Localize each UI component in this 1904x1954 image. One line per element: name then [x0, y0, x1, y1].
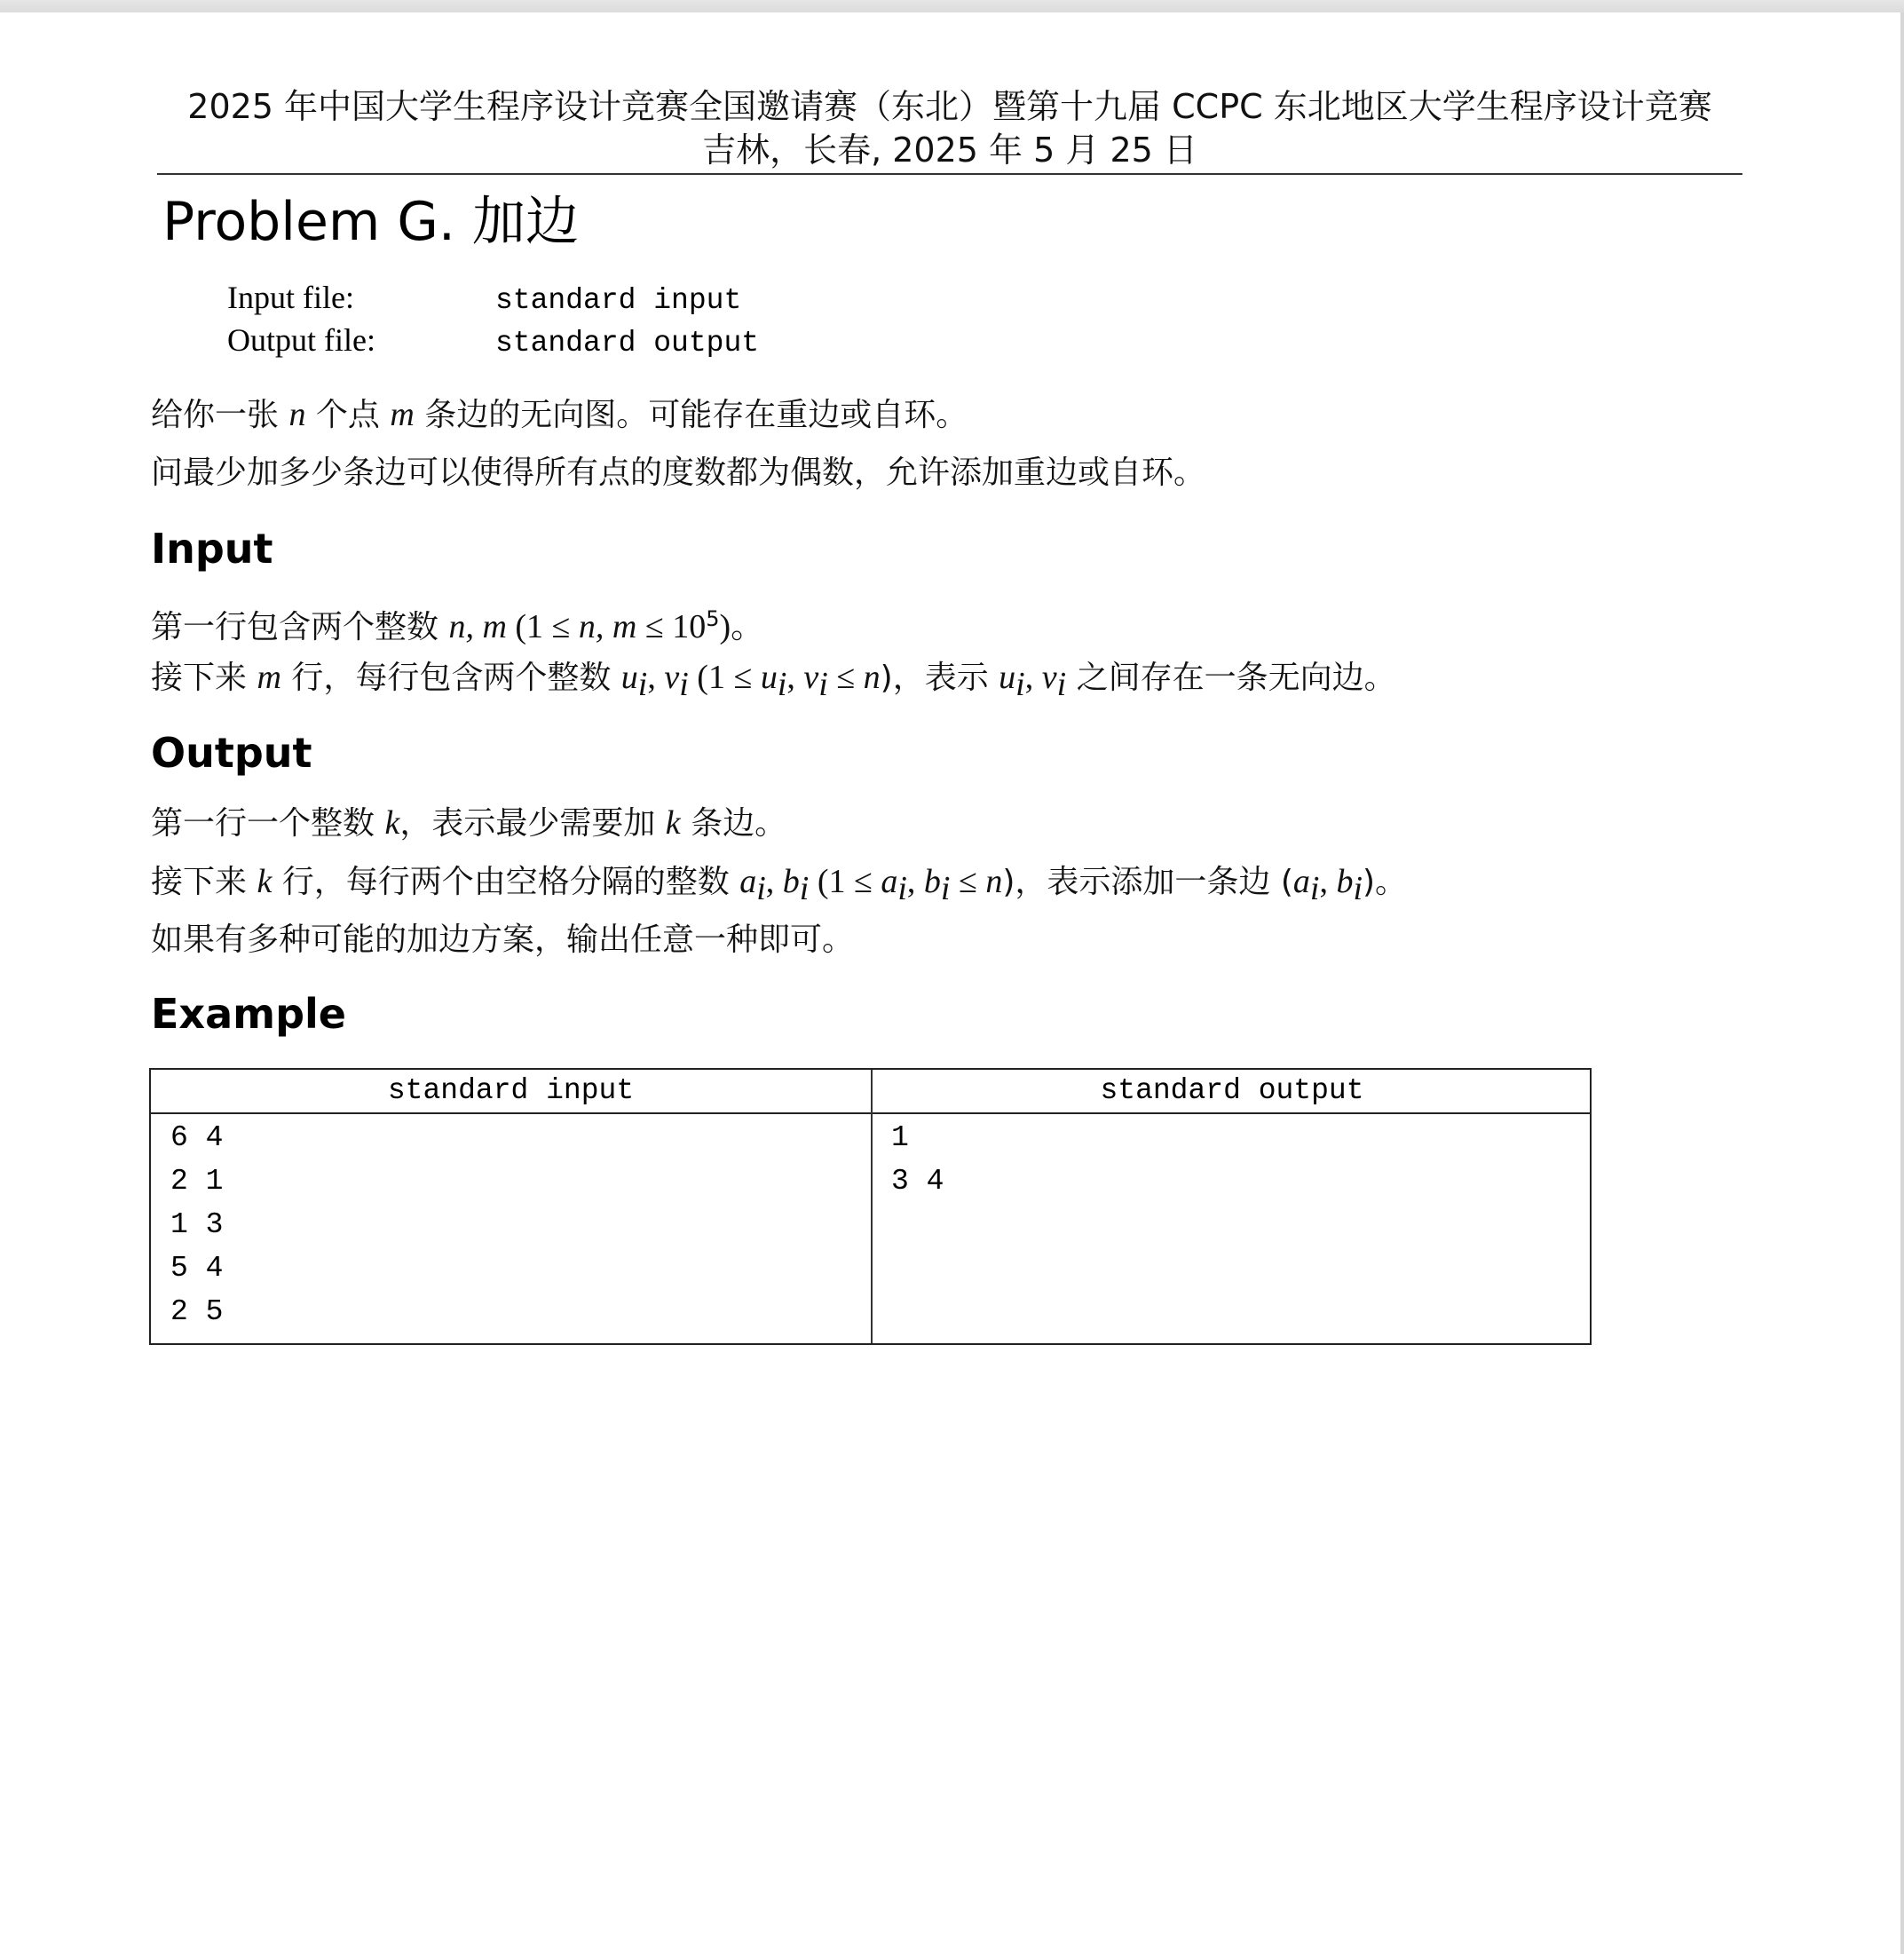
- statement-paragraph-2: 问最少加多少条边可以使得所有点的度数都为偶数，允许添加重边或自环。: [151, 455, 1206, 491]
- input-file-label: Input file:: [227, 280, 354, 315]
- output-line-3: 如果有多种可能的加边方案，输出任意一种即可。: [151, 922, 855, 958]
- math-k: k: [384, 804, 400, 842]
- contest-header-location-date: 吉林，长春, 2025 年 5 月 25 日: [702, 131, 1197, 170]
- text: 行，每行包含两个整数: [280, 660, 621, 696]
- example-header-output: standard output: [1100, 1074, 1364, 1107]
- math-a: a: [881, 863, 898, 900]
- math-a: a: [739, 863, 757, 900]
- math-range-open: (1 ≤: [506, 608, 579, 645]
- math-v: v: [664, 659, 680, 696]
- math-sub: i: [756, 870, 766, 908]
- input-line-2: 接下来 m 行，每行包含两个整数 $u_i$, $v_i$ ($1 \le u_i$, $v_i \le n$)，表示 $u_i$, $v_i$ 之间存在一条无向边。: [151, 659, 1396, 704]
- example-input-cell: [170, 1114, 223, 1333]
- math-sub: i: [940, 870, 951, 908]
- example-input-line: 6 4: [170, 1121, 224, 1154]
- text: 给你一张: [151, 397, 289, 433]
- math-le: ≤: [827, 659, 864, 696]
- text: 之间存在一条无向边。: [1066, 660, 1396, 696]
- math-b: b: [923, 863, 941, 900]
- example-input-line: 2 1: [170, 1165, 224, 1198]
- viewer-scrollbar[interactable]: [1900, 12, 1904, 1954]
- text: )，表示: [880, 660, 999, 696]
- output-line-1: [151, 803, 786, 844]
- math-range-close: )。: [719, 608, 765, 645]
- math-vars: n, m: [578, 608, 637, 645]
- math-b: b: [782, 863, 800, 900]
- math-sub: i: [818, 666, 828, 704]
- output-file-row: [227, 320, 759, 364]
- viewer-top-bar: [0, 0, 1904, 12]
- math-u: u: [999, 659, 1016, 696]
- math-m: m: [257, 659, 281, 696]
- math-sub: i: [1056, 666, 1067, 704]
- text: )，表示添加一条边 (: [1002, 864, 1293, 900]
- math-u: u: [760, 659, 778, 696]
- math-k: k: [257, 863, 273, 900]
- text: 接下来: [151, 660, 257, 696]
- text: )。: [1363, 864, 1408, 900]
- output-file-label: Output file:: [227, 322, 375, 358]
- input-file-row: [227, 277, 741, 321]
- example-output-line: 3 4: [891, 1165, 944, 1198]
- math-v: v: [803, 659, 819, 696]
- example-heading: Example: [151, 990, 346, 1038]
- math-bound: ≤ 10: [636, 608, 707, 645]
- text: 接下来: [151, 864, 257, 900]
- math-sub: i: [637, 666, 648, 704]
- math-range-open: (1 ≤: [809, 863, 881, 900]
- text: 第一行一个整数: [151, 805, 385, 842]
- math-k: k: [665, 804, 681, 842]
- input-line-1: [151, 598, 764, 648]
- example-table: [149, 1068, 1592, 1345]
- header-rule: [157, 173, 1742, 175]
- output-heading: Output: [151, 729, 312, 777]
- text: 条边的无向图。可能存在重边或自环。: [414, 397, 968, 433]
- text: ，表示最少需要加: [399, 805, 666, 842]
- example-input-line: 2 5: [170, 1295, 224, 1328]
- math-n: n: [863, 659, 881, 696]
- math-le: ≤: [950, 863, 986, 900]
- math-sub: i: [799, 870, 810, 908]
- math-vars: n, m: [448, 608, 507, 645]
- text: 行，每行两个由空格分隔的整数: [272, 864, 740, 900]
- input-file-value: standard input: [495, 284, 742, 317]
- math-n: n: [985, 863, 1003, 900]
- math-sub: i: [1015, 666, 1025, 704]
- statement-paragraph-1: [151, 394, 968, 436]
- example-header-input: standard input: [387, 1074, 635, 1107]
- math-m: m: [390, 396, 415, 433]
- math-range-open: (1 ≤: [688, 659, 761, 696]
- contest-header-title: 2025 年中国大学生程序设计竞赛全国邀请赛（东北）暨第十九届 CCPC 东北地区大学生程序设计竞赛: [187, 87, 1712, 126]
- example-input-line: 1 3: [170, 1208, 224, 1241]
- math-sub: i: [679, 666, 689, 704]
- math-a: a: [1292, 863, 1310, 900]
- example-output-cell: [891, 1114, 944, 1203]
- text: 条边。: [680, 805, 787, 842]
- output-line-2: 接下来 k 行，每行两个由空格分隔的整数 $a_i$, $b_i$ ($1 \le a_i$, $b_i \le n$)，表示添加一条边 ($a_i$, $b_i$)。: [151, 863, 1408, 908]
- text: 第一行包含两个整数: [151, 609, 449, 645]
- math-sub: i: [777, 666, 787, 704]
- example-input-line: 5 4: [170, 1252, 224, 1285]
- example-output-line: 1: [891, 1121, 909, 1154]
- math-u: u: [620, 659, 638, 696]
- math-exponent: 5: [706, 606, 720, 631]
- text: 个点: [305, 397, 391, 433]
- math-n: n: [288, 396, 306, 433]
- problem-title: Problem G. 加边: [162, 191, 580, 253]
- output-file-value: standard output: [495, 327, 760, 360]
- math-sub: i: [1353, 870, 1363, 908]
- math-sub: i: [897, 870, 907, 908]
- math-b: b: [1336, 863, 1354, 900]
- input-heading: Input: [151, 525, 273, 573]
- math-sub: i: [1309, 870, 1320, 908]
- math-v: v: [1041, 659, 1057, 696]
